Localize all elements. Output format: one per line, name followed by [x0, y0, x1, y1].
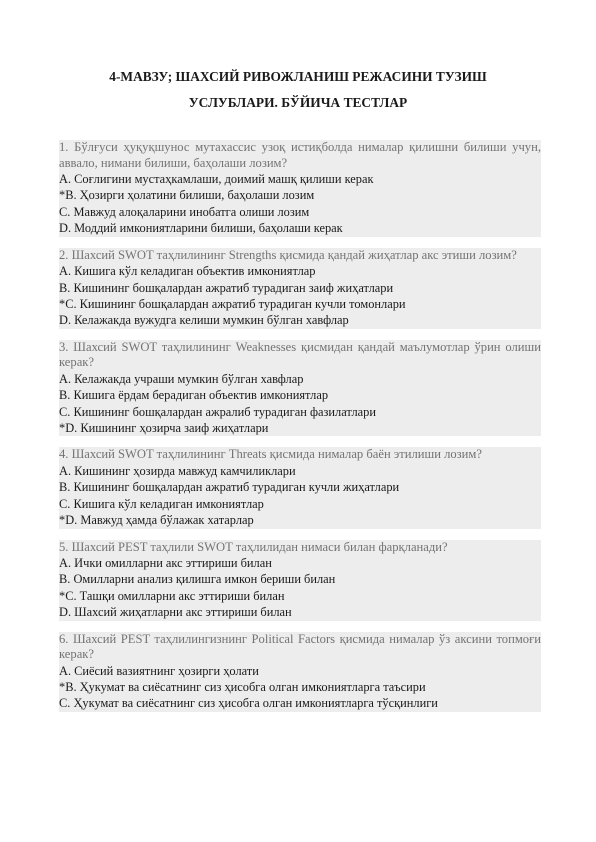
title-line-1: 4-МАВЗУ; ШАХСИЙ РИВОЖЛАНИШ РЕЖАСИНИ ТУЗИШ [109, 69, 487, 84]
question-1 [59, 140, 541, 237]
answer-option: *C. Ташқи омилларни акс эттириши билан [59, 588, 541, 604]
answer-option: A. Сиёсий вазиятнинг ҳозирги ҳолати [59, 663, 541, 679]
question-6 [59, 632, 541, 712]
question-text: 5. Шахсий PEST таҳлили SWOT таҳлилидан нимаси билан фарқланади? [59, 540, 541, 556]
question-list [59, 140, 541, 723]
question-2 [59, 248, 541, 329]
answer-option: C. Кишига кўл келадиган имкониятлар [59, 496, 541, 512]
answer-option: A. Соғлигини мустаҳкамлаши, доимий машқ қилиши керак [59, 171, 541, 187]
answer-option: C. Ҳукумат ва сиёсатнинг сиз ҳисобга олган имкониятларга тўсқинлиги [59, 695, 541, 711]
answer-option: D. Моддий имкониятларини билиши, баҳолаши керак [59, 220, 541, 236]
answer-option: B. Кишига ёрдам берадиган объектив имкониятлар [59, 387, 541, 403]
answer-option: B. Омилларни анализ қилишга имкон бериши билан [59, 571, 541, 587]
question-5 [59, 540, 541, 621]
question-text: 1. Бўлғуси ҳуқуқшунос мутахассис узоқ истиқболда нималар қилишни билиши учун, аввало, нимани билиши, баҳолаши лозим? [59, 140, 541, 170]
answer-option: A. Ички омилларни акс эттириши билан [59, 555, 541, 571]
question-text: 3. Шахсий SWOT таҳлилининг Weaknesses қисмидан қандай маълумотлар ўрин олиши керак? [59, 339, 541, 370]
question-text: 6. Шахсий PEST таҳлилингизнинг Political Factors қисмида нималар ўз аксини топмоғи керак? [59, 631, 541, 662]
answer-option: *C. Кишининг бошқалардан ажратиб турадиган кучли томонлари [59, 296, 541, 312]
title-line-2: УСЛУБЛАРИ. БЎЙИЧА ТЕСТЛАР [188, 95, 408, 110]
question-4 [59, 447, 541, 528]
question-3 [59, 340, 541, 437]
answer-option: *B. Ҳукумат ва сиёсатнинг сиз ҳисобга олган имкониятларга таъсири [59, 679, 541, 695]
answer-option: A. Кишига кўл келадиган объектив имкониятлар [59, 263, 541, 279]
answer-option: B. Кишининг бошқалардан ажратиб турадиган заиф жиҳатлари [59, 280, 541, 296]
question-text: 2. Шахсий SWOT таҳлилининг Strengths қисмида қандай жиҳатлар акс этиши лозим? [59, 248, 541, 264]
answer-option: C. Мавжуд алоқаларини инобатга олиши лозим [59, 204, 541, 220]
answer-option: *D. Кишининг ҳозирча заиф жиҳатлари [59, 420, 541, 436]
answer-option: D. Шахсий жиҳатларни акс эттириши билан [59, 604, 541, 620]
answer-option: A. Кишининг ҳозирда мавжуд камчиликлари [59, 463, 541, 479]
answer-option: C. Кишининг бошқалардан ажралиб турадиган фазилатлари [59, 404, 541, 420]
answer-option: A. Келажакда учраши мумкин бўлган хавфлар [59, 371, 541, 387]
answer-option: B. Кишининг бошқалардан ажратиб турадиган кучли жиҳатлари [59, 479, 541, 495]
question-text: 4. Шахсий SWOT таҳлилининг Threats қисмида нималар баён этилиши лозим? [59, 447, 541, 463]
answer-option: *D. Мавжуд ҳамда бўлажак хатарлар [59, 512, 541, 528]
page-title [40, 64, 556, 116]
answer-option: *B. Ҳозирги ҳолатини билиши, баҳолаши лозим [59, 187, 541, 203]
answer-option: D. Келажакда вужудга келиши мумкин бўлган хавфлар [59, 312, 541, 328]
